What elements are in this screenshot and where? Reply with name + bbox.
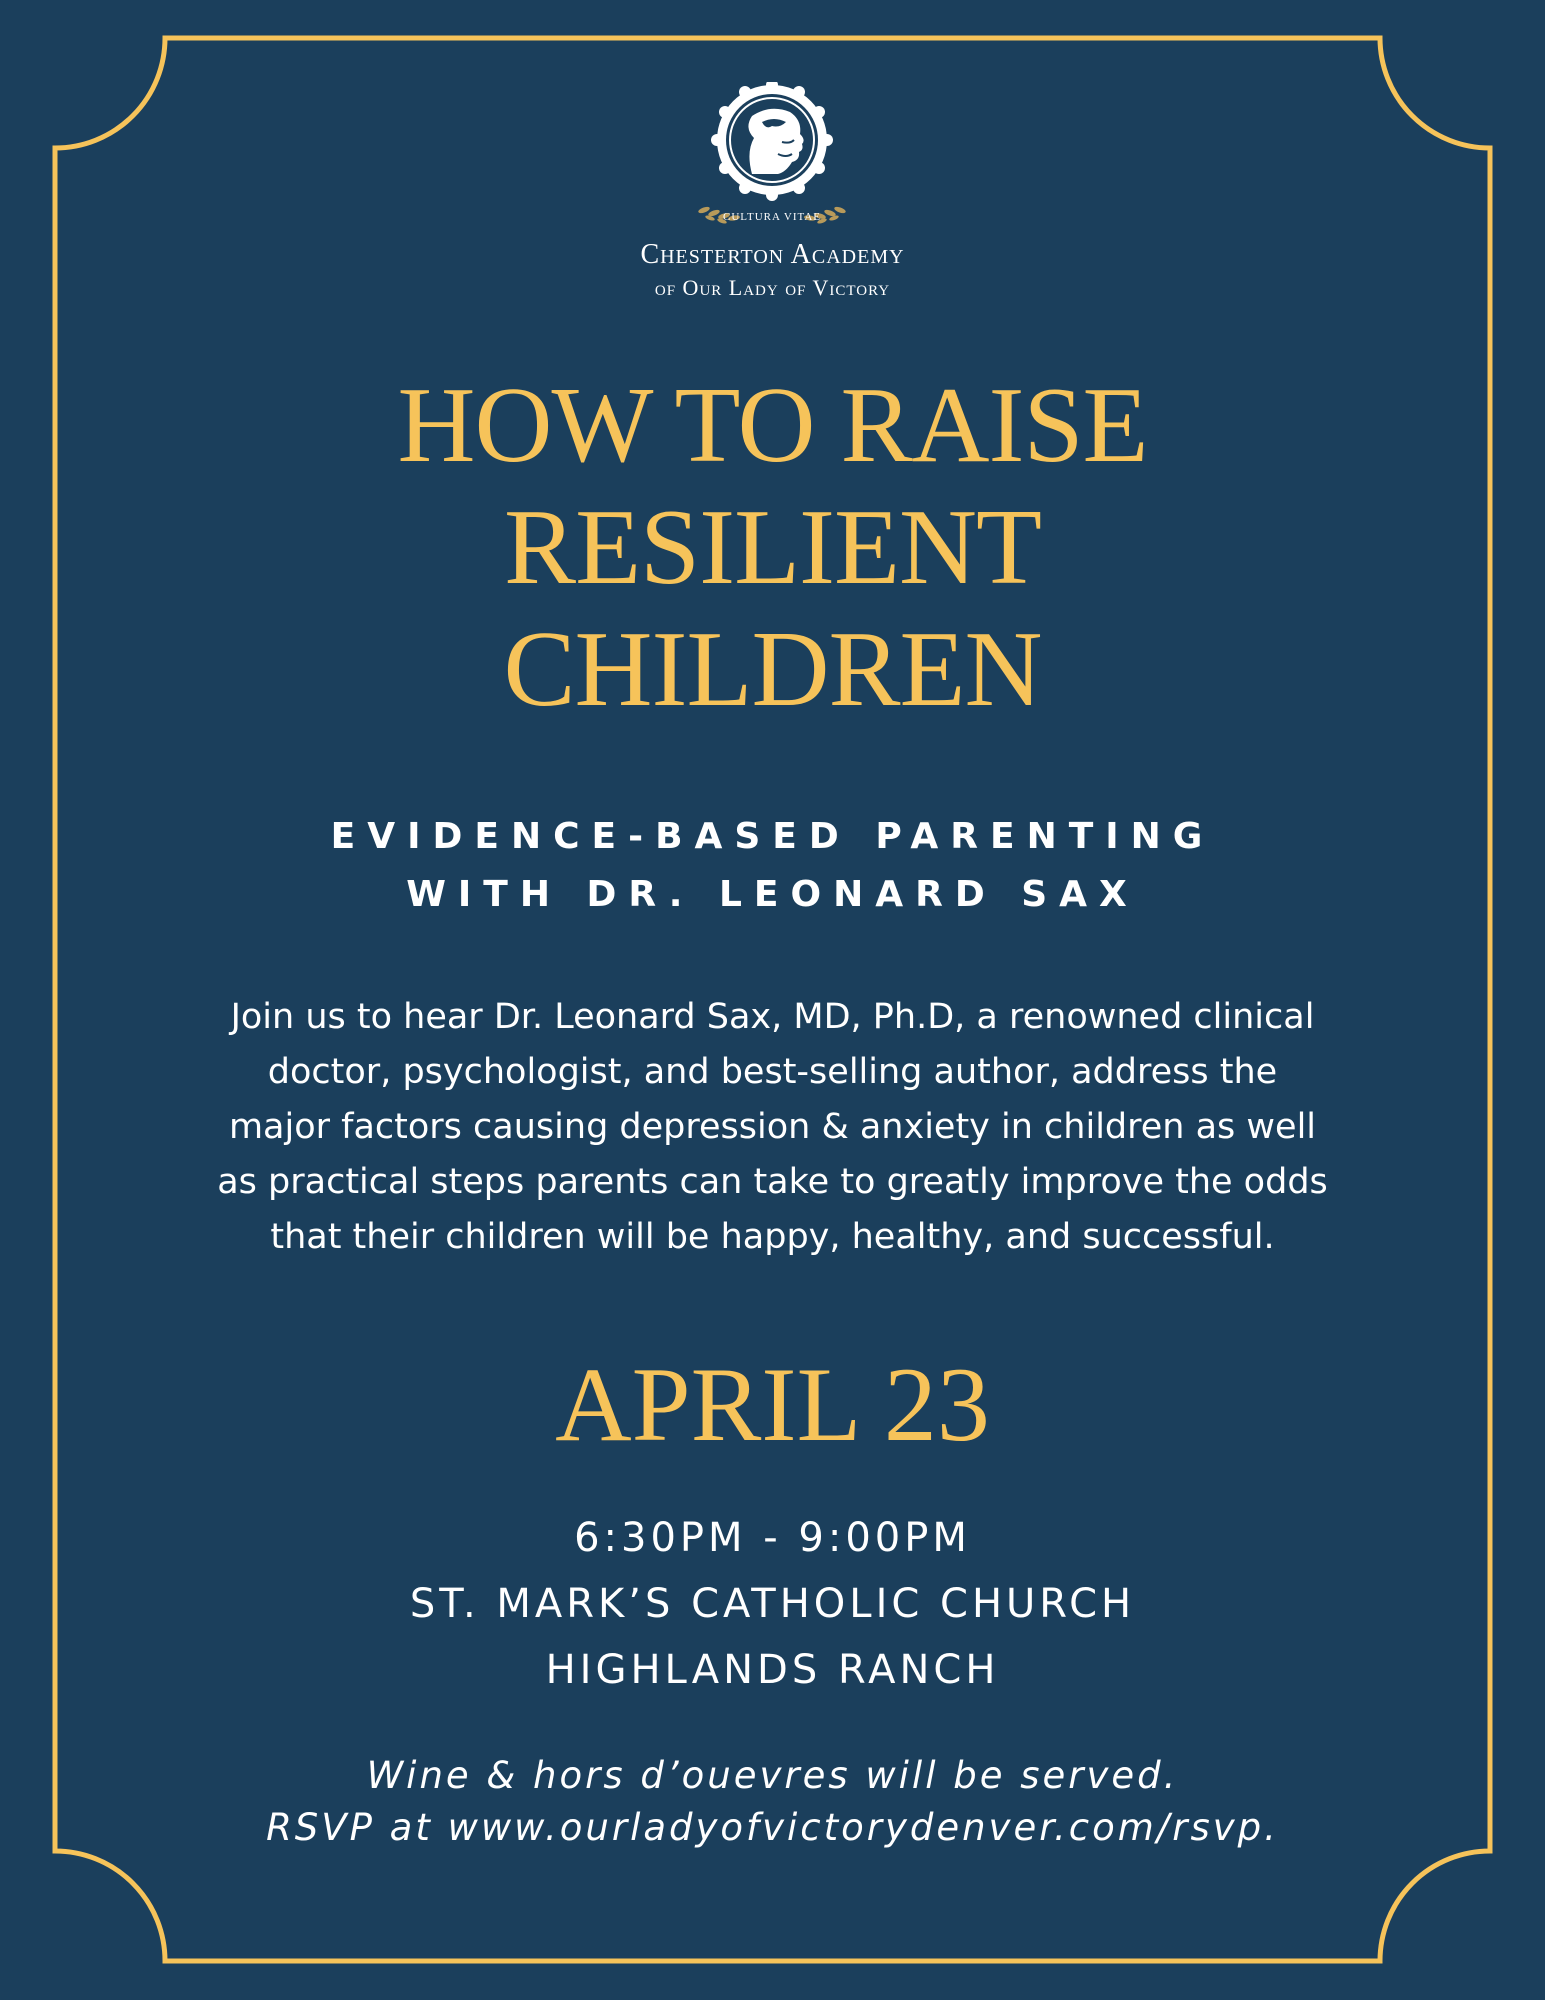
title-line-1: HOW TO RAISE [397, 366, 1148, 485]
event-subtitle [0, 808, 1545, 924]
subtitle-line-2: WITH DR. LEONARD SAX [406, 874, 1139, 915]
description-line-5: that their children will be happy, healthy, and successful. [270, 1217, 1275, 1257]
event-location: HIGHLANDS RANCH [545, 1647, 1000, 1693]
academy-seal-icon [682, 82, 862, 232]
description-line-2: doctor, psychologist, and best-selling author, address the [267, 1052, 1278, 1092]
title-line-3: CHILDREN [503, 610, 1042, 729]
organization-subname: of Our Lady of Victory [654, 275, 891, 300]
description-line-4: as practical steps parents can take to greatly improve the odds [217, 1162, 1328, 1202]
refreshments-note: Wine & hors d’ouevres will be served. [366, 1754, 1179, 1797]
event-details [0, 1505, 1545, 1703]
event-footer [0, 1750, 1545, 1854]
event-date: APRIL 23 [555, 1346, 990, 1463]
event-title [0, 365, 1545, 731]
event-time: 6:30PM - 9:00PM [574, 1515, 971, 1561]
rsvp-note: RSVP at www.ourladyofvictorydenver.com/rsvp. [266, 1806, 1279, 1849]
title-line-2: RESILIENT [504, 488, 1041, 607]
description-line-3: major factors causing depression & anxiety in children as well [228, 1107, 1317, 1147]
description-line-1: Join us to hear Dr. Leonard Sax, MD, Ph.D, a renowned clinical [230, 997, 1315, 1037]
subtitle-line-1: EVIDENCE-BASED PARENTING [330, 816, 1215, 857]
event-venue: ST. MARK’S CATHOLIC CHURCH [409, 1581, 1136, 1627]
logo-motto: CULTURA VITAE [723, 211, 821, 223]
organization-name: Chesterton Academy [640, 239, 905, 270]
event-description [120, 990, 1425, 1265]
